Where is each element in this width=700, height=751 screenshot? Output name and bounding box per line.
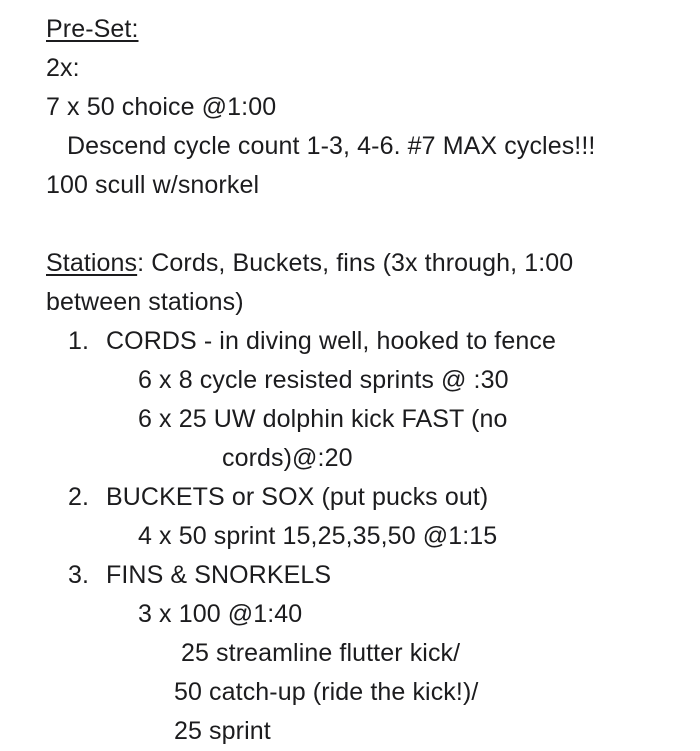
station-line: 3 x 100 @1:40 (138, 600, 303, 628)
preset-heading: Pre-Set: (46, 15, 139, 43)
station-line: cords)@:20 (222, 444, 353, 472)
station-item-title (68, 322, 556, 361)
preset-detail: Descend cycle count 1-3, 4-6. #7 MAX cycles!!! (67, 132, 596, 160)
station-line: 6 x 8 cycle resisted sprints @ :30 (138, 366, 509, 394)
station-line: 50 catch-up (ride the kick!)/ (174, 678, 479, 706)
stations-intro-continued: between stations) (46, 288, 244, 316)
station-title: BUCKETS or SOX (put pucks out) (106, 483, 489, 511)
station-line: 6 x 25 UW dolphin kick FAST (no (138, 405, 508, 433)
stations-intro (46, 244, 573, 283)
station-number: 2. (68, 483, 90, 511)
station-line: 25 streamline flutter kick/ (181, 639, 461, 667)
preset-scull: 100 scull w/snorkel (46, 171, 260, 199)
station-line: 25 sprint (174, 717, 271, 745)
preset-rounds: 2x: (46, 54, 80, 82)
station-number: 1. (68, 327, 90, 355)
station-title: CORDS - in diving well, hooked to fence (106, 327, 556, 355)
stations-intro-text: : Cords, Buckets, fins (3x through, 1:00 (137, 249, 574, 277)
station-line: 4 x 50 sprint 15,25,35,50 @1:15 (138, 522, 498, 550)
station-title: FINS & SNORKELS (106, 561, 332, 589)
station-item-title (68, 478, 488, 517)
station-number: 3. (68, 561, 90, 589)
preset-set-line: 7 x 50 choice @1:00 (46, 93, 277, 121)
stations-heading: Stations (46, 249, 138, 277)
station-item-title (68, 556, 331, 595)
